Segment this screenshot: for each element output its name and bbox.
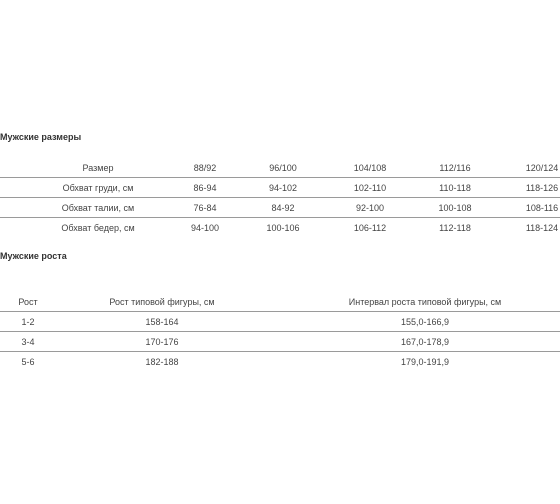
row-label: Обхват талии, см	[61, 203, 135, 213]
table-cell: 112-118	[439, 223, 471, 233]
header-cell: Рост типовой фигуры, см	[109, 297, 215, 307]
table-row	[0, 198, 560, 218]
table-row	[0, 218, 560, 238]
table-cell: 118-126	[525, 183, 559, 193]
table-cell: 102-110	[353, 183, 387, 193]
table-cell: 3-4	[21, 337, 35, 347]
sizes-title: Мужские размеры	[0, 132, 82, 142]
table-cell: 1-2	[21, 317, 35, 327]
table-cell: 106-112	[353, 223, 387, 233]
table-cell: 108-116	[525, 203, 559, 213]
header-cell: 120/124	[525, 163, 559, 173]
heights-title: Мужские роста	[0, 251, 67, 261]
table-cell: 86-94	[193, 183, 217, 193]
table-cell: 118-124	[525, 223, 559, 233]
header-cell: 104/108	[353, 163, 387, 173]
heights-table	[0, 292, 560, 372]
table-cell: 110-118	[439, 183, 471, 193]
table-cell: 100-106	[266, 223, 300, 233]
table-cell: 100-108	[438, 203, 472, 213]
table-cell: 170-176	[145, 337, 179, 347]
row-label: Обхват бедер, см	[61, 223, 135, 233]
header-cell: Рост	[18, 297, 38, 307]
header-cell: 112/116	[439, 163, 471, 173]
header-cell: Размер	[82, 163, 114, 173]
table-cell: 94-102	[268, 183, 298, 193]
table-cell: 179,0-191,9	[400, 357, 450, 367]
row-label: Обхват груди, см	[62, 183, 134, 193]
sizes-table	[0, 158, 560, 238]
table-cell: 155,0-166,9	[400, 317, 450, 327]
table-cell: 182-188	[145, 357, 179, 367]
table-row	[0, 332, 560, 352]
table-cell: 167,0-178,9	[400, 337, 450, 347]
table-cell: 84-92	[271, 203, 295, 213]
table-cell: 94-100	[190, 223, 220, 233]
table-cell: 76-84	[193, 203, 217, 213]
table-cell: 92-100	[355, 203, 385, 213]
table-cell: 158-164	[145, 317, 179, 327]
header-cell: Интервал роста типовой фигуры, см	[348, 297, 502, 307]
heights-header-row	[0, 292, 560, 312]
table-row	[0, 178, 560, 198]
header-cell: 96/100	[269, 163, 297, 173]
sizes-header-row	[0, 158, 560, 178]
table-row	[0, 352, 560, 372]
header-cell: 88/92	[193, 163, 217, 173]
table-cell: 5-6	[21, 357, 35, 367]
table-row	[0, 312, 560, 332]
